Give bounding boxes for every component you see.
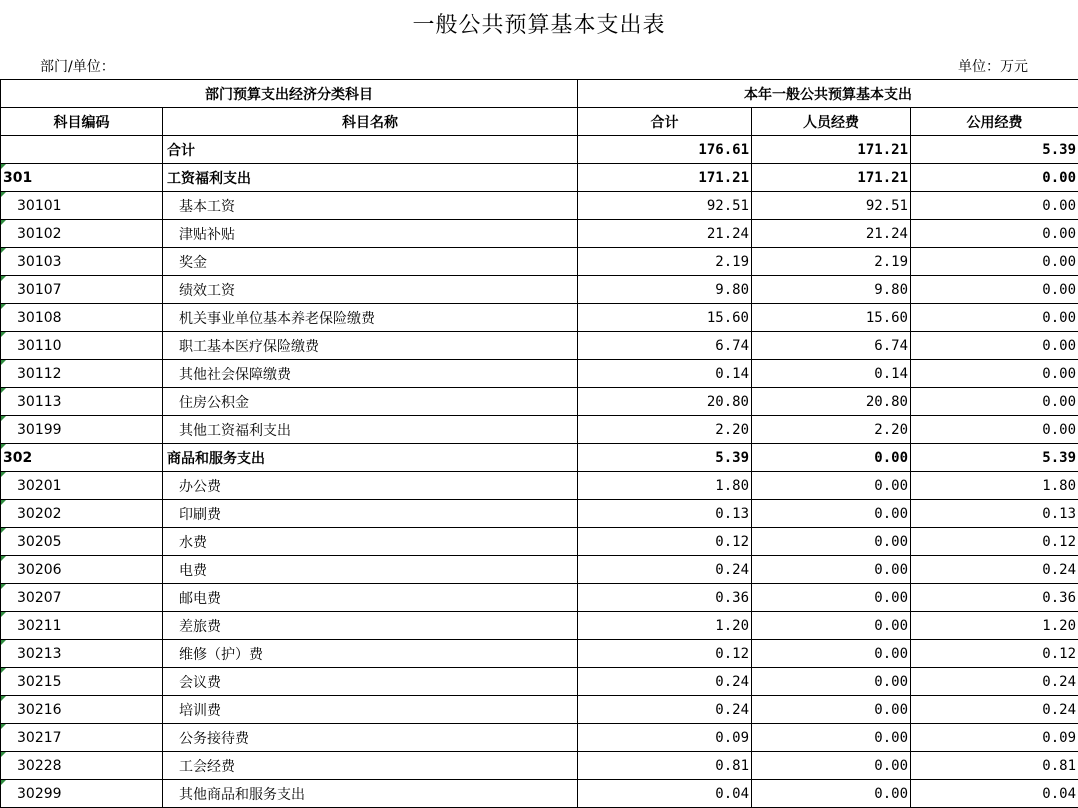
row-total-cell: 2.19 bbox=[578, 248, 752, 276]
row-code-cell: 30113 bbox=[1, 388, 163, 416]
row-public-cell: 0.12 bbox=[911, 640, 1078, 668]
row-name-cell: 职工基本医疗保险缴费 bbox=[163, 332, 578, 360]
row-name-cell: 津贴补贴 bbox=[163, 220, 578, 248]
row-total-cell: 176.61 bbox=[578, 136, 752, 164]
row-personnel-cell: 2.19 bbox=[752, 248, 911, 276]
row-name-cell: 其他商品和服务支出 bbox=[163, 780, 578, 808]
row-public-cell: 0.24 bbox=[911, 668, 1078, 696]
row-total-cell: 15.60 bbox=[578, 304, 752, 332]
row-total-cell: 0.04 bbox=[578, 780, 752, 808]
column-header-name: 科目名称 bbox=[163, 108, 578, 136]
row-public-cell: 0.00 bbox=[911, 416, 1078, 444]
row-public-cell: 0.13 bbox=[911, 500, 1078, 528]
row-personnel-cell: 0.00 bbox=[752, 640, 911, 668]
table-row bbox=[1, 556, 1078, 584]
row-personnel-cell: 21.24 bbox=[752, 220, 911, 248]
row-public-cell: 0.00 bbox=[911, 332, 1078, 360]
row-personnel-cell: 0.00 bbox=[752, 752, 911, 780]
page-title: 一般公共预算基本支出表 bbox=[0, 8, 1078, 44]
row-code-cell: 30101 bbox=[1, 192, 163, 220]
total-row bbox=[1, 136, 1078, 164]
row-total-cell: 0.12 bbox=[578, 528, 752, 556]
table-row bbox=[1, 416, 1078, 444]
column-header-code: 科目编码 bbox=[1, 108, 163, 136]
row-total-cell: 0.24 bbox=[578, 696, 752, 724]
row-name-cell: 印刷费 bbox=[163, 500, 578, 528]
row-name-cell: 其他工资福利支出 bbox=[163, 416, 578, 444]
row-name-cell: 维修（护）费 bbox=[163, 640, 578, 668]
column-header-public: 公用经费 bbox=[911, 108, 1078, 136]
row-personnel-cell: 0.00 bbox=[752, 696, 911, 724]
row-name-cell: 绩效工资 bbox=[163, 276, 578, 304]
row-code-cell: 30107 bbox=[1, 276, 163, 304]
row-personnel-cell: 20.80 bbox=[752, 388, 911, 416]
table-body bbox=[1, 136, 1078, 808]
row-name-cell: 其他社会保障缴费 bbox=[163, 360, 578, 388]
row-personnel-cell: 171.21 bbox=[752, 136, 911, 164]
row-public-cell: 0.24 bbox=[911, 696, 1078, 724]
table-row bbox=[1, 332, 1078, 360]
table-row bbox=[1, 388, 1078, 416]
row-name-cell: 差旅费 bbox=[163, 612, 578, 640]
group-header-row bbox=[1, 80, 1078, 108]
row-public-cell: 0.24 bbox=[911, 556, 1078, 584]
budget-table bbox=[0, 79, 1078, 808]
row-public-cell: 0.12 bbox=[911, 528, 1078, 556]
table-row bbox=[1, 248, 1078, 276]
row-code-cell: 30112 bbox=[1, 360, 163, 388]
table-row bbox=[1, 612, 1078, 640]
table-row bbox=[1, 500, 1078, 528]
group-header-basic-expenditure: 本年一般公共预算基本支出 bbox=[578, 80, 1078, 108]
row-personnel-cell: 0.00 bbox=[752, 584, 911, 612]
row-personnel-cell: 0.00 bbox=[752, 444, 911, 472]
row-public-cell: 0.04 bbox=[911, 780, 1078, 808]
table-row bbox=[1, 640, 1078, 668]
table-row bbox=[1, 304, 1078, 332]
row-total-cell: 0.24 bbox=[578, 556, 752, 584]
row-personnel-cell: 9.80 bbox=[752, 276, 911, 304]
row-personnel-cell: 15.60 bbox=[752, 304, 911, 332]
row-name-cell: 合计 bbox=[163, 136, 578, 164]
row-public-cell: 1.20 bbox=[911, 612, 1078, 640]
row-personnel-cell: 0.00 bbox=[752, 612, 911, 640]
row-personnel-cell: 6.74 bbox=[752, 332, 911, 360]
row-public-cell: 0.00 bbox=[911, 360, 1078, 388]
table-row bbox=[1, 780, 1078, 808]
row-total-cell: 5.39 bbox=[578, 444, 752, 472]
row-name-cell: 邮电费 bbox=[163, 584, 578, 612]
row-name-cell: 办公费 bbox=[163, 472, 578, 500]
row-public-cell: 5.39 bbox=[911, 444, 1078, 472]
row-code-cell: 30102 bbox=[1, 220, 163, 248]
group-header-classification: 部门预算支出经济分类科目 bbox=[1, 80, 578, 108]
row-total-cell: 20.80 bbox=[578, 388, 752, 416]
row-public-cell: 5.39 bbox=[911, 136, 1078, 164]
row-name-cell: 住房公积金 bbox=[163, 388, 578, 416]
row-code-cell bbox=[1, 136, 163, 164]
row-personnel-cell: 0.00 bbox=[752, 500, 911, 528]
row-code-cell: 30215 bbox=[1, 668, 163, 696]
row-public-cell: 0.00 bbox=[911, 276, 1078, 304]
column-header-row bbox=[1, 108, 1078, 136]
row-name-cell: 机关事业单位基本养老保险缴费 bbox=[163, 304, 578, 332]
row-public-cell: 1.80 bbox=[911, 472, 1078, 500]
row-name-cell: 工资福利支出 bbox=[163, 164, 578, 192]
row-code-cell: 302 bbox=[1, 444, 163, 472]
row-personnel-cell: 0.00 bbox=[752, 780, 911, 808]
row-public-cell: 0.00 bbox=[911, 304, 1078, 332]
row-total-cell: 171.21 bbox=[578, 164, 752, 192]
row-code-cell: 30202 bbox=[1, 500, 163, 528]
row-total-cell: 6.74 bbox=[578, 332, 752, 360]
row-public-cell: 0.00 bbox=[911, 192, 1078, 220]
row-total-cell: 0.14 bbox=[578, 360, 752, 388]
row-total-cell: 0.12 bbox=[578, 640, 752, 668]
row-total-cell: 0.13 bbox=[578, 500, 752, 528]
row-total-cell: 0.81 bbox=[578, 752, 752, 780]
row-total-cell: 1.80 bbox=[578, 472, 752, 500]
row-total-cell: 92.51 bbox=[578, 192, 752, 220]
row-code-cell: 30201 bbox=[1, 472, 163, 500]
row-personnel-cell: 0.14 bbox=[752, 360, 911, 388]
row-total-cell: 1.20 bbox=[578, 612, 752, 640]
row-total-cell: 0.36 bbox=[578, 584, 752, 612]
row-total-cell: 2.20 bbox=[578, 416, 752, 444]
row-code-cell: 30217 bbox=[1, 724, 163, 752]
row-code-cell: 30108 bbox=[1, 304, 163, 332]
row-code-cell: 30103 bbox=[1, 248, 163, 276]
row-code-cell: 30228 bbox=[1, 752, 163, 780]
table-row bbox=[1, 528, 1078, 556]
table-row bbox=[1, 752, 1078, 780]
row-name-cell: 电费 bbox=[163, 556, 578, 584]
row-public-cell: 0.81 bbox=[911, 752, 1078, 780]
row-personnel-cell: 0.00 bbox=[752, 472, 911, 500]
department-label: 部门/单位： bbox=[40, 56, 115, 76]
row-code-cell: 30110 bbox=[1, 332, 163, 360]
row-name-cell: 培训费 bbox=[163, 696, 578, 724]
row-code-cell: 30216 bbox=[1, 696, 163, 724]
row-code-cell: 30211 bbox=[1, 612, 163, 640]
row-public-cell: 0.09 bbox=[911, 724, 1078, 752]
row-name-cell: 工会经费 bbox=[163, 752, 578, 780]
table-row bbox=[1, 276, 1078, 304]
row-public-cell: 0.00 bbox=[911, 248, 1078, 276]
row-public-cell: 0.00 bbox=[911, 388, 1078, 416]
table-row bbox=[1, 696, 1078, 724]
row-name-cell: 商品和服务支出 bbox=[163, 444, 578, 472]
row-name-cell: 公务接待费 bbox=[163, 724, 578, 752]
row-total-cell: 0.09 bbox=[578, 724, 752, 752]
row-public-cell: 0.00 bbox=[911, 220, 1078, 248]
table-row bbox=[1, 360, 1078, 388]
row-total-cell: 0.24 bbox=[578, 668, 752, 696]
row-personnel-cell: 0.00 bbox=[752, 724, 911, 752]
row-code-cell: 30199 bbox=[1, 416, 163, 444]
row-code-cell: 30213 bbox=[1, 640, 163, 668]
row-name-cell: 基本工资 bbox=[163, 192, 578, 220]
row-personnel-cell: 0.00 bbox=[752, 528, 911, 556]
unit-label: 单位：万元 bbox=[958, 56, 1028, 76]
table-row bbox=[1, 192, 1078, 220]
row-code-cell: 30299 bbox=[1, 780, 163, 808]
row-code-cell: 301 bbox=[1, 164, 163, 192]
row-personnel-cell: 171.21 bbox=[752, 164, 911, 192]
row-code-cell: 30207 bbox=[1, 584, 163, 612]
row-personnel-cell: 0.00 bbox=[752, 556, 911, 584]
row-personnel-cell: 2.20 bbox=[752, 416, 911, 444]
category-row bbox=[1, 444, 1078, 472]
column-header-personnel: 人员经费 bbox=[752, 108, 911, 136]
row-name-cell: 奖金 bbox=[163, 248, 578, 276]
row-total-cell: 21.24 bbox=[578, 220, 752, 248]
table-row bbox=[1, 584, 1078, 612]
row-personnel-cell: 0.00 bbox=[752, 668, 911, 696]
table-row bbox=[1, 724, 1078, 752]
category-row bbox=[1, 164, 1078, 192]
row-name-cell: 水费 bbox=[163, 528, 578, 556]
row-public-cell: 0.36 bbox=[911, 584, 1078, 612]
table-row bbox=[1, 668, 1078, 696]
row-public-cell: 0.00 bbox=[911, 164, 1078, 192]
row-total-cell: 9.80 bbox=[578, 276, 752, 304]
row-code-cell: 30206 bbox=[1, 556, 163, 584]
row-personnel-cell: 92.51 bbox=[752, 192, 911, 220]
column-header-total: 合计 bbox=[578, 108, 752, 136]
row-code-cell: 30205 bbox=[1, 528, 163, 556]
table-row bbox=[1, 220, 1078, 248]
row-name-cell: 会议费 bbox=[163, 668, 578, 696]
table-row bbox=[1, 472, 1078, 500]
